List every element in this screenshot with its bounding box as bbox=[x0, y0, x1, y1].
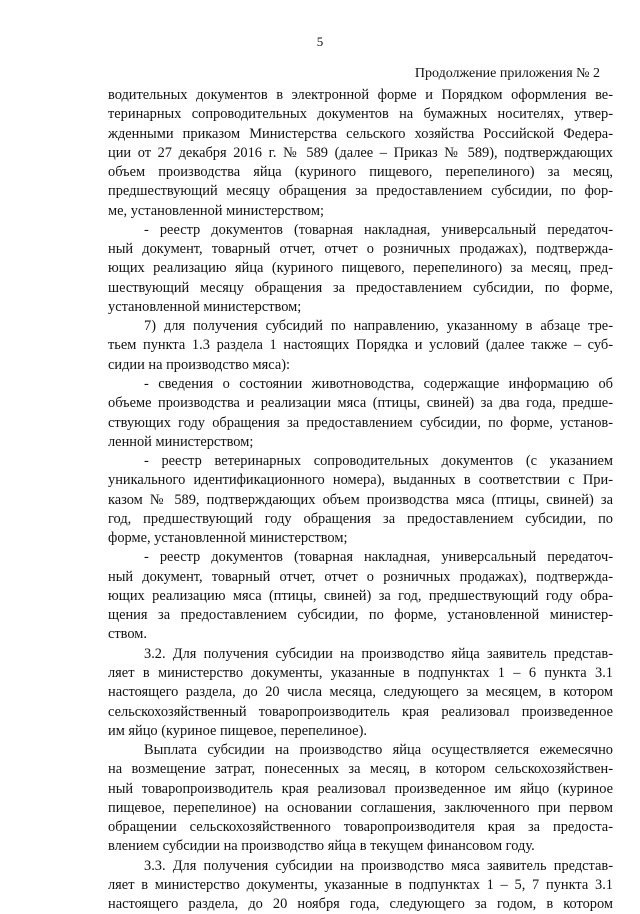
text-line: им яйцо (куриное пищевое, перепелиное). bbox=[108, 722, 367, 739]
text-line: Выплата субсидии на производство яйца осуществляется ежемесячно bbox=[144, 742, 613, 759]
document-body bbox=[108, 86, 613, 914]
text-line: объем производства яйца (куриного пищевого, перепелиного) за месяц, bbox=[108, 164, 613, 181]
text-line: ющих реализацию яйца (куриного пищевого, перепелиного) за месяц, пред- bbox=[108, 260, 613, 277]
text-line: ме, установленной министерством; bbox=[108, 202, 324, 219]
text-line: - сведения о состоянии животноводства, содержащие информацию об bbox=[144, 375, 613, 392]
text-line: настоящего раздела, до 20 числа месяца, следующего за месяцем, в котором bbox=[108, 684, 613, 701]
text-line: ляет в министерство документы, указанные в подпунктах 1 – 5, 7 пункта 3.1 bbox=[108, 876, 613, 893]
text-line: влением субсидии на производство яйца в текущем финансовом году. bbox=[108, 838, 535, 855]
text-line: ции от 27 декабря 2016 г. № 589 (далее – Приказ № 589), подтверждающих bbox=[108, 144, 613, 161]
text-line: ляет в министерство документы, указанные в подпунктах 1 – 6 пункта 3.1 bbox=[108, 664, 613, 681]
text-line: жденными приказом Министерства сельского хозяйства Российской Федера- bbox=[108, 125, 613, 142]
text-line: ленной министерством; bbox=[108, 433, 254, 450]
text-line: водительных документов в электронной форме и Порядком оформления ве- bbox=[108, 87, 613, 103]
text-line: сидии на производство мяса): bbox=[108, 356, 291, 373]
text-line: ством. bbox=[108, 626, 147, 643]
text-line: объеме производства и реализации мяса (птицы, свиней) за два года, предше- bbox=[108, 395, 613, 412]
text-line: 7) для получения субсидий по направлению, указанному в абзаце тре- bbox=[144, 318, 613, 335]
text-line: щения за предоставлением субсидии, по форме, установленной министер- bbox=[108, 607, 613, 624]
text-line: обращении сельскохозяйственного товаропроизводителя края за предоста- bbox=[108, 819, 613, 836]
text-line: ющих реализацию мяса (птицы, свиней) за год, предшествующий году обра- bbox=[108, 587, 613, 604]
text-line: - реестр документов (товарная накладная, универсальный передаточ- bbox=[144, 549, 613, 566]
text-line: форме, установленной министерством; bbox=[108, 530, 348, 547]
text-line: тьем пункта 1.3 раздела 1 настоящих Порядка и условий (далее также – суб- bbox=[108, 337, 613, 354]
text-line: год, предшествующий году обращения за предоставлением субсидии, по bbox=[108, 510, 613, 527]
appendix-continuation-note: Продолжение приложения № 2 bbox=[414, 66, 600, 81]
text-line: - реестр ветеринарных сопроводительных документов (с указанием bbox=[144, 453, 613, 470]
text-line: 3.3. Для получения субсидии на производство мяса заявитель представ- bbox=[144, 857, 613, 874]
text-line: на возмещение затрат, понесенных за месяц, в котором сельскохозяйствен- bbox=[108, 761, 613, 778]
text-line: шествующий месяцу обращения за предоставлением субсидии, по форме, bbox=[108, 279, 613, 296]
text-line: ный документ, товарный отчет, отчет о розничных продажах), подтвержда- bbox=[108, 568, 613, 585]
text-line: установленной министерством; bbox=[108, 298, 302, 315]
page-number: 5 bbox=[316, 34, 324, 49]
text-line: ствующих году обращения за предоставлением субсидии, по форме, установ- bbox=[108, 414, 613, 431]
text-line: казом № 589, подтверждающих объем производства мяса (птицы, свиней) за bbox=[108, 491, 613, 508]
text-line: - реестр документов (товарная накладная, универсальный передаточ- bbox=[144, 221, 613, 238]
text-line: ный товаропроизводитель края реализовал произведенное им яйцо (куриное bbox=[108, 780, 613, 797]
text-line: ный документ, товарный отчет, отчет о розничных продажах), подтвержда- bbox=[108, 241, 613, 258]
text-line: уникального идентификационного номера), выданных в соответствии с При- bbox=[108, 472, 613, 489]
text-line: 3.2. Для получения субсидии на производство яйца заявитель представ- bbox=[144, 645, 613, 662]
text-line: теринарных сопроводительных документов на бумажных носителях, утвер- bbox=[108, 106, 613, 123]
text-line: настоящего раздела, до 20 ноября года, следующего за годом, в котором bbox=[108, 896, 613, 913]
text-line: сельскохозяйственный товаропроизводитель края реализовал произведенное bbox=[108, 703, 613, 720]
text-line: пищевое, перепелиное) на основании соглашения, заключенного при первом bbox=[108, 799, 613, 816]
text-line: предшествующий месяцу обращения за предоставлением субсидии, по фор- bbox=[108, 183, 613, 200]
